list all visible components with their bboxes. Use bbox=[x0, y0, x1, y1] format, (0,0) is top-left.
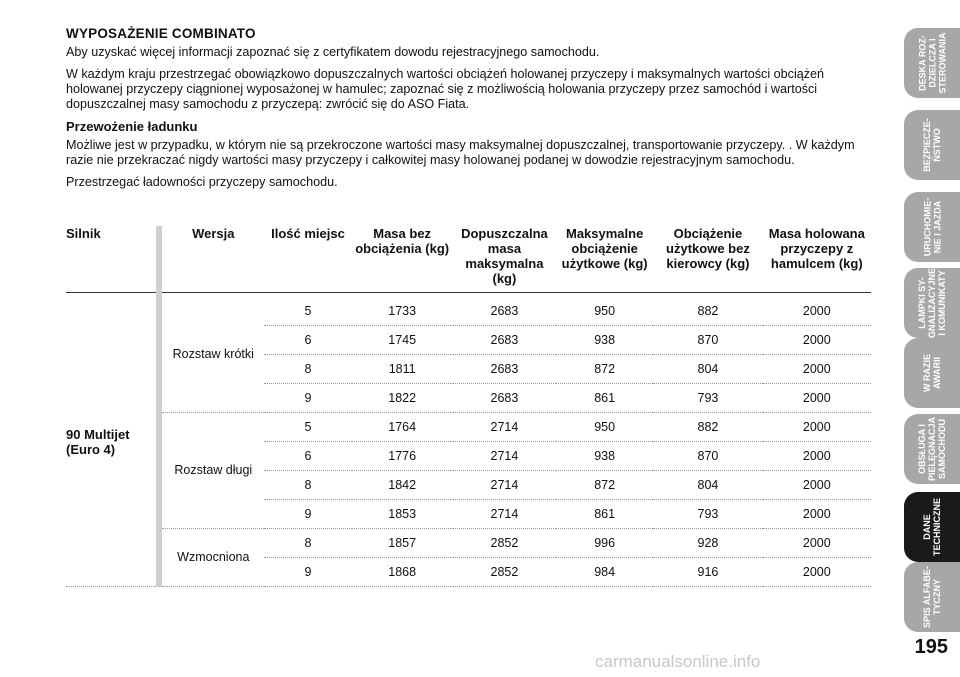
value-cell: 2852 bbox=[453, 558, 556, 587]
value-cell: 984 bbox=[556, 558, 653, 587]
value-cell: 9 bbox=[264, 384, 351, 413]
chapter-tab-1[interactable] bbox=[904, 110, 960, 180]
value-cell: 793 bbox=[653, 500, 762, 529]
paragraph-capacity: Przestrzegać ładowności przyczepy samochodu. bbox=[66, 175, 338, 189]
value-cell: 1868 bbox=[352, 558, 453, 587]
value-cell: 2000 bbox=[763, 529, 871, 558]
version-cell: Wzmocniona bbox=[159, 529, 264, 587]
value-cell: 2000 bbox=[763, 355, 871, 384]
value-cell: 1822 bbox=[352, 384, 453, 413]
chapter-tab-label: LAMPKI SY- GNALIZACYJNE I KOMUNIKATY bbox=[917, 267, 948, 339]
version-cell: Rozstaw krótki bbox=[159, 293, 264, 413]
value-cell: 5 bbox=[264, 413, 351, 442]
chapter-tab-2[interactable] bbox=[904, 192, 960, 262]
value-cell: 950 bbox=[556, 413, 653, 442]
page-number: 195 bbox=[914, 636, 948, 658]
value-cell: 1776 bbox=[352, 442, 453, 471]
table-row bbox=[66, 413, 871, 442]
value-cell: 872 bbox=[556, 471, 653, 500]
value-cell: 2000 bbox=[763, 384, 871, 413]
value-cell: 804 bbox=[653, 355, 762, 384]
header-payload: Maksymalne obciążenie użytkowe (kg) bbox=[556, 226, 653, 293]
value-cell: 2000 bbox=[763, 293, 871, 326]
value-cell: 2000 bbox=[763, 471, 871, 500]
chapter-tab-0[interactable] bbox=[904, 28, 960, 98]
main-content bbox=[66, 26, 871, 197]
value-cell: 882 bbox=[653, 413, 762, 442]
header-driver-payload: Obciążenie użytkowe bez kierowcy (kg) bbox=[653, 226, 762, 293]
value-cell: 1811 bbox=[352, 355, 453, 384]
value-cell: 861 bbox=[556, 384, 653, 413]
value-cell: 1745 bbox=[352, 326, 453, 355]
paragraph-load: Możliwe jest w przypadku, w którym nie są przekroczone wartości masy maksymalnej dopuszczalnej, transportowanie przyczepy. . W każdym razie nie przekraczać nigdy wartości masy przyczepy i całkowitej masy holowanej podanej w dowodzie rejestracyjnym samochodu. bbox=[66, 138, 855, 167]
value-cell: 861 bbox=[556, 500, 653, 529]
value-cell: 2714 bbox=[453, 500, 556, 529]
value-cell: 870 bbox=[653, 442, 762, 471]
version-cell: Rozstaw długi bbox=[159, 413, 264, 529]
header-version: Wersja bbox=[159, 226, 264, 293]
value-cell: 928 bbox=[653, 529, 762, 558]
value-cell: 9 bbox=[264, 500, 351, 529]
chapter-tab-label: URUCHOMIE- NIE I JAZDA bbox=[922, 197, 942, 257]
value-cell: 2714 bbox=[453, 413, 556, 442]
subsection-title: Przewożenie ładunku bbox=[66, 119, 198, 134]
value-cell: 6 bbox=[264, 326, 351, 355]
value-cell: 950 bbox=[556, 293, 653, 326]
value-cell: 9 bbox=[264, 558, 351, 587]
table-header-row bbox=[66, 226, 871, 293]
value-cell: 804 bbox=[653, 471, 762, 500]
chapter-tab-4[interactable] bbox=[904, 338, 960, 408]
value-cell: 6 bbox=[264, 442, 351, 471]
header-unladen: Masa bez obciążenia (kg) bbox=[352, 226, 453, 293]
value-cell: 1842 bbox=[352, 471, 453, 500]
engine-cell: 90 Multijet (Euro 4) bbox=[66, 293, 159, 587]
chapter-tab-label: SPIS ALFABE- TYCZNY bbox=[922, 566, 942, 628]
value-cell: 1733 bbox=[352, 293, 453, 326]
value-cell: 8 bbox=[264, 471, 351, 500]
value-cell: 996 bbox=[556, 529, 653, 558]
value-cell: 2000 bbox=[763, 558, 871, 587]
value-cell: 8 bbox=[264, 355, 351, 384]
value-cell: 8 bbox=[264, 529, 351, 558]
value-cell: 2000 bbox=[763, 442, 871, 471]
value-cell: 5 bbox=[264, 293, 351, 326]
value-cell: 916 bbox=[653, 558, 762, 587]
watermark: carmanualsonline.info bbox=[595, 652, 761, 671]
value-cell: 1764 bbox=[352, 413, 453, 442]
value-cell: 2714 bbox=[453, 442, 556, 471]
chapter-tabs bbox=[896, 0, 960, 677]
value-cell: 882 bbox=[653, 293, 762, 326]
value-cell: 1857 bbox=[352, 529, 453, 558]
chapter-tab-3[interactable] bbox=[904, 268, 960, 338]
value-cell: 2000 bbox=[763, 326, 871, 355]
section-title: WYPOSAŻENIE COMBINATO bbox=[66, 26, 256, 41]
weights-table bbox=[66, 226, 871, 587]
value-cell: 1853 bbox=[352, 500, 453, 529]
value-cell: 2000 bbox=[763, 413, 871, 442]
value-cell: 2000 bbox=[763, 500, 871, 529]
chapter-tab-label: BEZPIECZE- ŃSTWO bbox=[921, 118, 942, 172]
chapter-tab-label: DESKA ROZ- DZIELCZA I STEROWANIA bbox=[917, 32, 948, 94]
paragraph-certificate: Aby uzyskać więcej informacji zapoznać się z certyfikatem dowodu rejestracyjnego samochodu. bbox=[66, 45, 600, 59]
value-cell: 2683 bbox=[453, 355, 556, 384]
value-cell: 938 bbox=[556, 326, 653, 355]
value-cell: 872 bbox=[556, 355, 653, 384]
chapter-tab-6[interactable] bbox=[904, 492, 960, 562]
value-cell: 870 bbox=[653, 326, 762, 355]
header-gross: Dopuszczalna masa maksymalna (kg) bbox=[453, 226, 556, 293]
value-cell: 793 bbox=[653, 384, 762, 413]
header-engine: Silnik bbox=[66, 226, 159, 293]
header-towed: Masa holowana przyczepy z hamulcem (kg) bbox=[763, 226, 871, 293]
header-seats: Ilość miejsc bbox=[264, 226, 351, 293]
value-cell: 2683 bbox=[453, 326, 556, 355]
chapter-tab-7[interactable] bbox=[904, 562, 960, 632]
value-cell: 2714 bbox=[453, 471, 556, 500]
value-cell: 2683 bbox=[453, 384, 556, 413]
table-row bbox=[66, 529, 871, 558]
table-row bbox=[66, 293, 871, 326]
chapter-tab-label: OBSŁUGA I PIELĘGNACJA SAMOCHODU bbox=[917, 416, 948, 482]
paragraph-towing: W każdym kraju przestrzegać obowiązkowo dopuszczalnych wartości obciążeń holowanej przyczepy i maksymalnych wartości obciążeń holowanej przyczepy ciągnionej wyposażonej w hamulec; zapoznać się z możliwością holowania przyczepy przez samochód i wartości dopuszczalnej masy samochodu z przyczepą: zwrócić się do ASO Fiata. bbox=[66, 67, 825, 111]
chapter-tab-5[interactable] bbox=[904, 414, 960, 484]
value-cell: 938 bbox=[556, 442, 653, 471]
chapter-tab-label: W RAZIE AWARII bbox=[922, 354, 942, 392]
value-cell: 2683 bbox=[453, 293, 556, 326]
table-body bbox=[66, 293, 871, 587]
chapter-tab-label: DANE TECHNICZNE bbox=[922, 498, 942, 556]
value-cell: 2852 bbox=[453, 529, 556, 558]
